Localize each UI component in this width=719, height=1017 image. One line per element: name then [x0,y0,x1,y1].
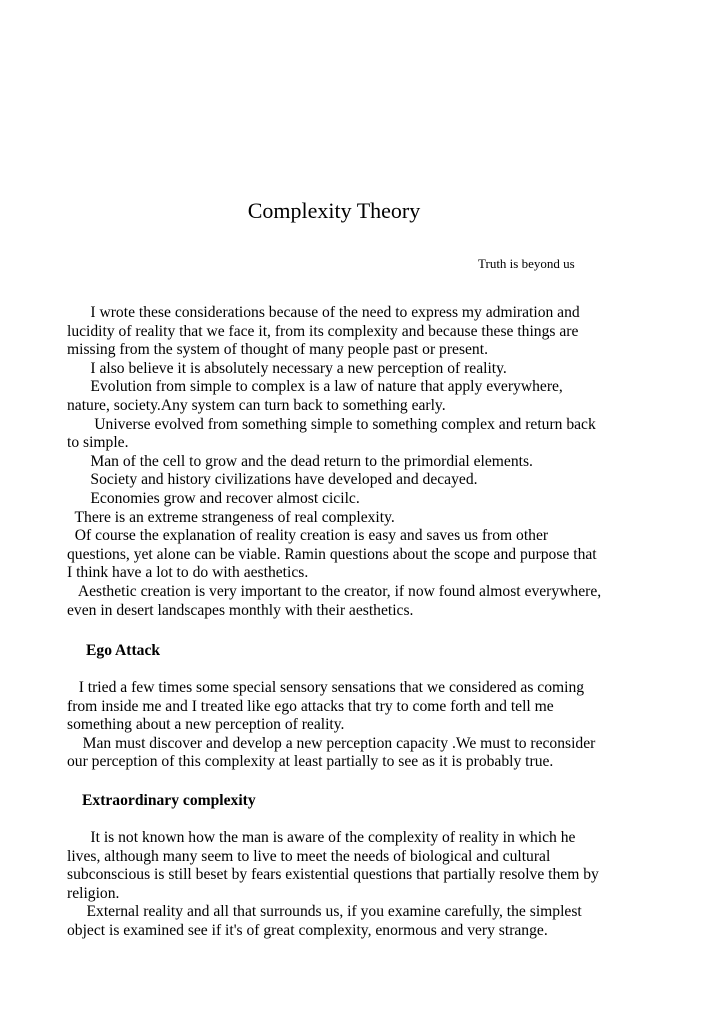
text-line: Evolution from simple to complex is a law of nature that apply everywhere, [67,378,563,396]
text-line: our perception of this complexity at least partially to see as it is probably true. [67,753,554,771]
text-line: I think have a lot to do with aesthetics. [67,564,309,582]
text-line: I also believe it is absolutely necessary a new perception of reality. [67,359,507,377]
text-line: Economies grow and recover almost cicilc. [67,489,360,507]
text-line: religion. [67,884,120,902]
text-line: questions, yet alone can be viable. Ramin questions about the scope and purpose that [67,545,597,563]
text-line: lucidity of reality that we face it, from its complexity and because these things are [67,322,579,340]
text-line: nature, society.Any system can turn back to something early. [67,396,446,414]
text-line: Man of the cell to grow and the dead return to the primordial elements. [67,452,533,470]
text-line: lives, although many seem to live to meet the needs of biological and cultural [67,847,551,865]
text-line: I wrote these considerations because of the need to express my admiration and [67,304,580,321]
text-line: There is an extreme strangeness of real complexity. [67,508,395,526]
document-title: Complexity Theory [247,198,421,223]
text-line: I tried a few times some special sensory sensations that we considered as coming [67,679,585,696]
section-heading-extraordinary-complexity: Extraordinary complexity [82,792,256,809]
epigraph: Truth is beyond us [478,256,575,271]
text-line: Society and history civilizations have developed and decayed. [67,471,478,489]
section-heading-ego-attack: Ego Attack [86,642,161,659]
text-line: subconscious is still beset by fears existential questions that partially resolve them by [67,866,599,884]
section-extraordinary-complexity-text [67,829,657,941]
text-line: even in desert landscapes monthly with their aesthetics. [67,601,414,619]
text-line: It is not known how the man is aware of the complexity of reality in which he [67,829,576,846]
text-line: Universe evolved from something simple to something complex and return back [67,415,596,433]
section-intro-text [67,304,657,620]
text-line: Man must discover and develop a new perception capacity .We must to reconsider [67,734,596,752]
text-line: to simple. [67,434,129,452]
text-line: object is examined see if it's of great complexity, enormous and very strange. [67,921,548,939]
text-line: from inside me and I treated like ego attacks that try to come forth and tell me [67,697,554,715]
text-line: Aesthetic creation is very important to the creator, if now found almost everywhere, [67,582,602,600]
text-line: something about a new perception of reality. [67,716,345,734]
section-ego-attack-text [67,679,657,772]
text-line: External reality and all that surrounds us, if you examine carefully, the simplest [67,903,582,921]
text-line: Of course the explanation of reality creation is easy and saves us from other [67,527,549,545]
text-line: missing from the system of thought of many people past or present. [67,341,488,359]
